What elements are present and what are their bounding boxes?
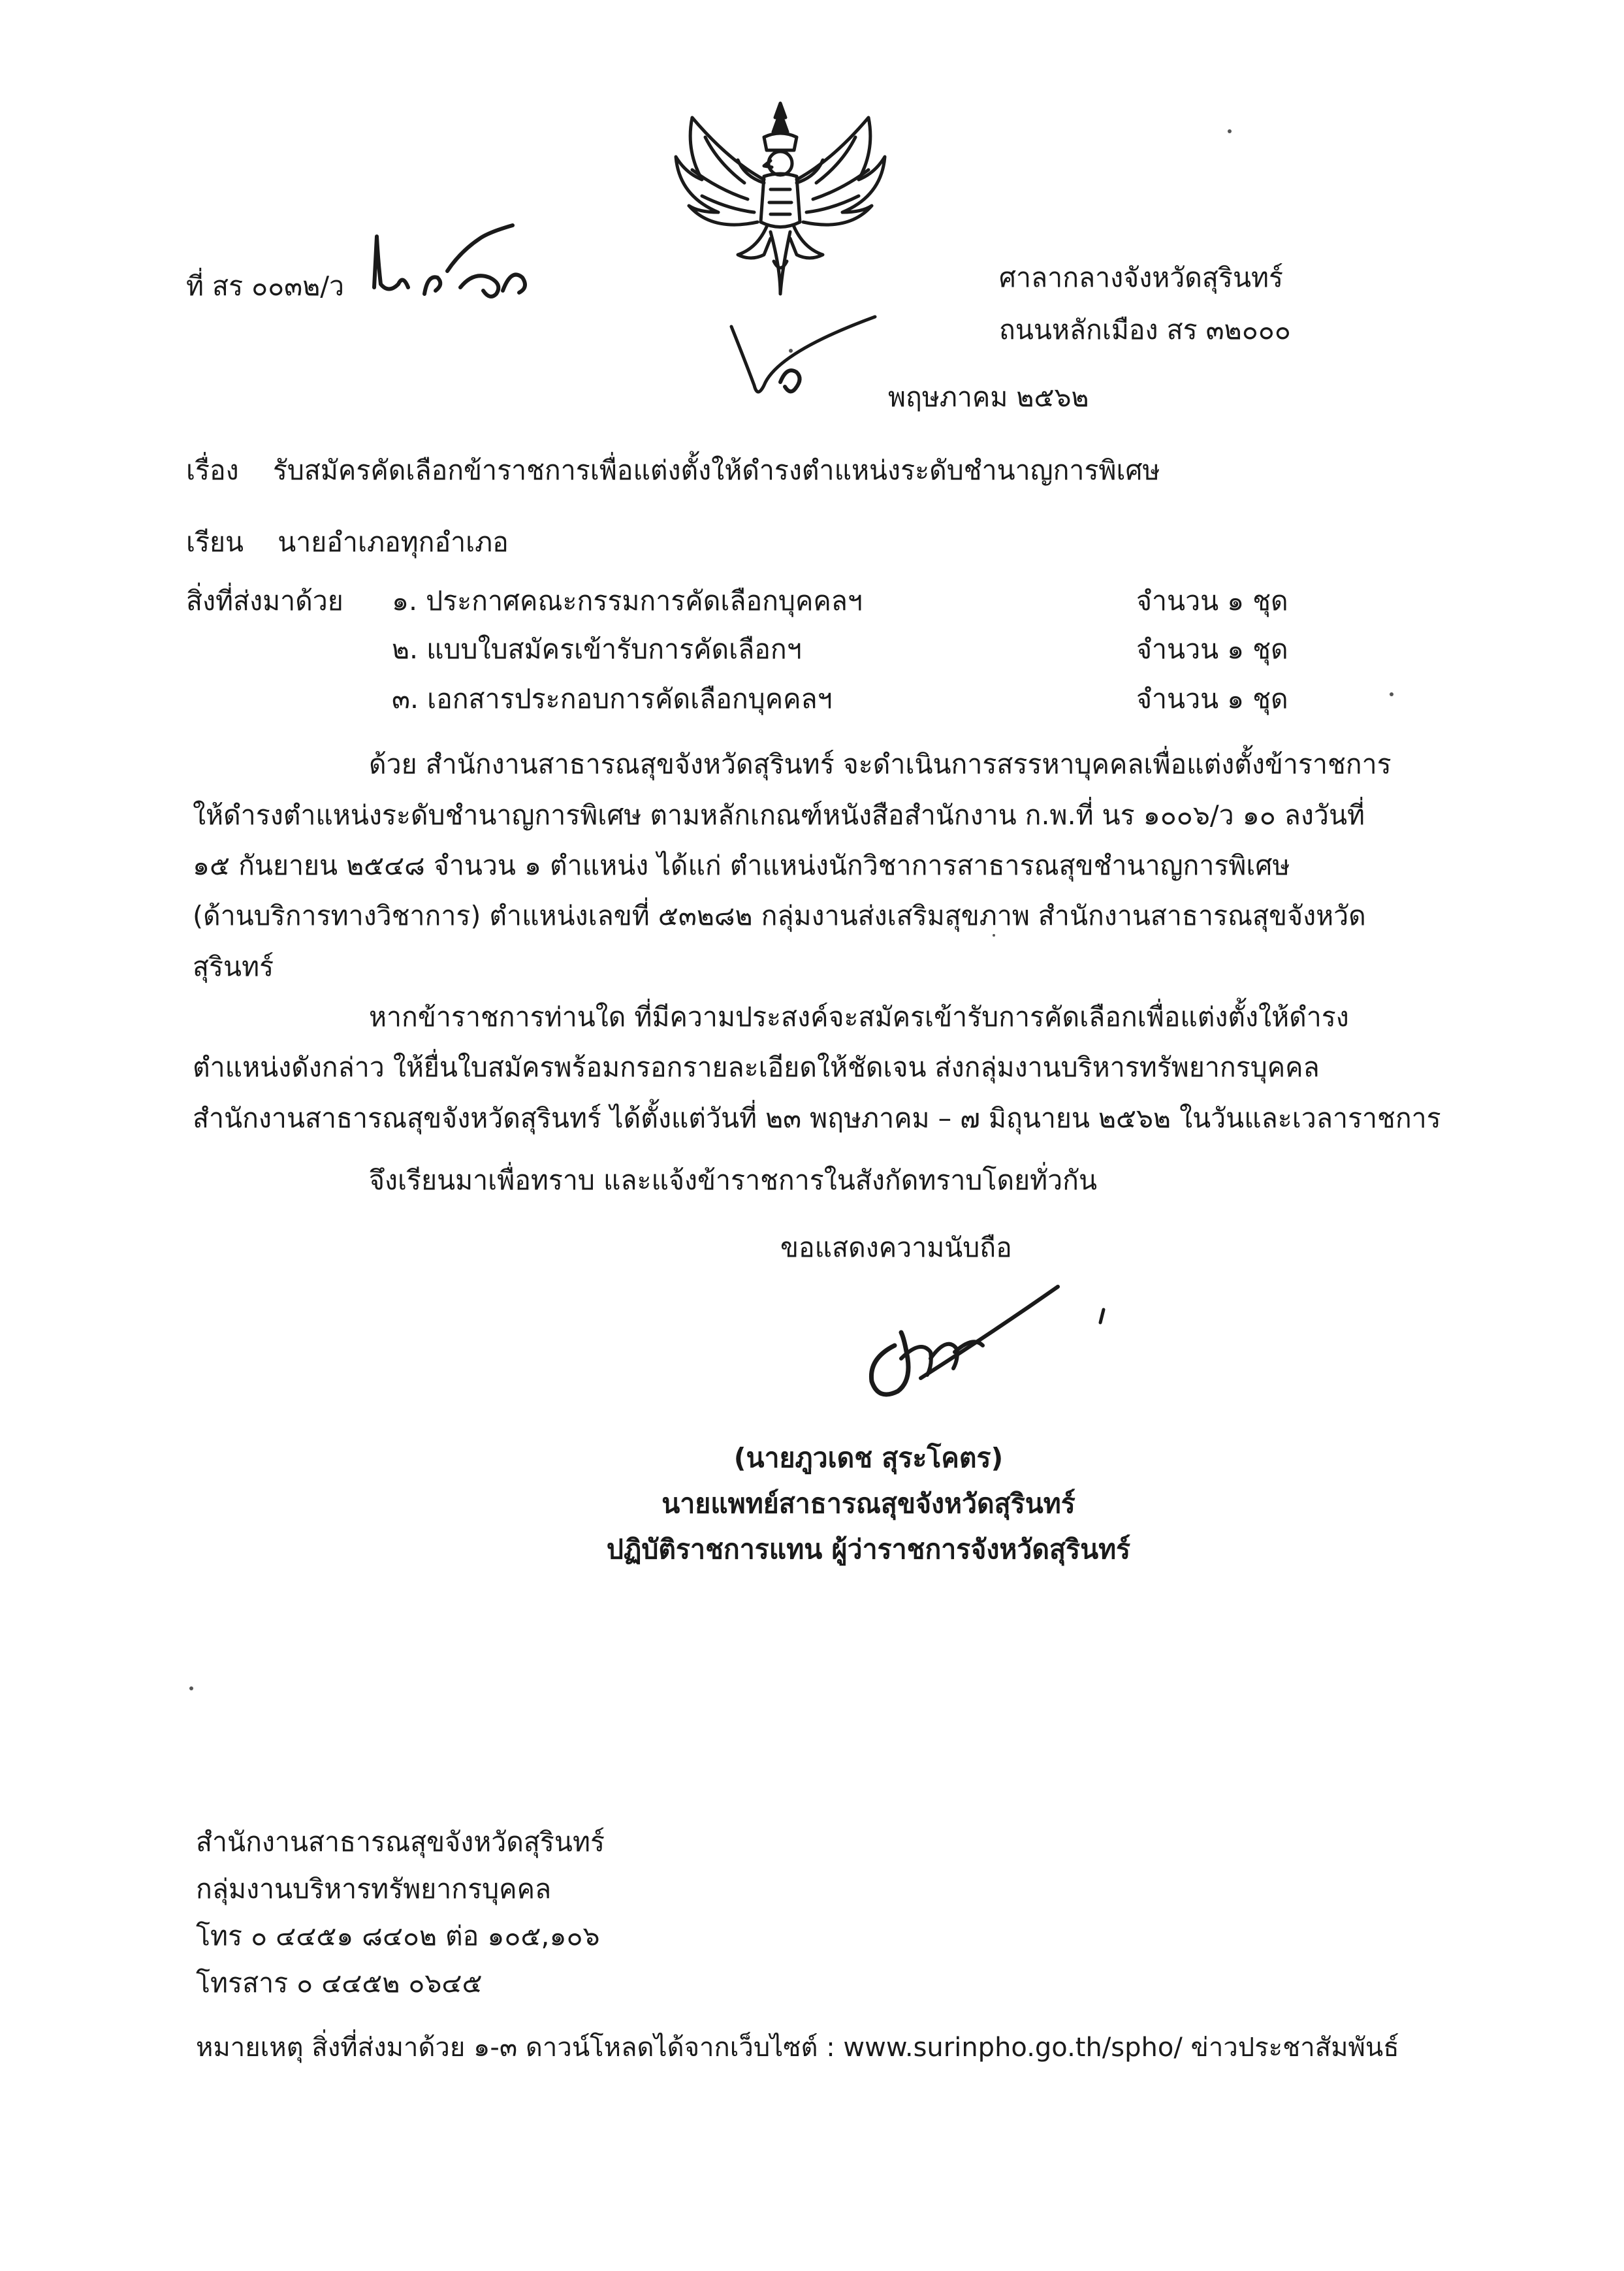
recipient-text: นายอำเภอทุกอำเภอ [278, 526, 509, 558]
reference-number [186, 266, 344, 306]
enclosure-item-3: ๓. เอกสารประกอบการคัดเลือกบุคคลฯ [392, 683, 833, 715]
reference-prefix: ที่ สร ๐๐๓๒/ว [186, 270, 345, 302]
enclosure-item-1: ๑. ประกาศคณะกรรมการคัดเลือกบุคคลฯ [392, 585, 863, 617]
scan-speck [189, 1686, 193, 1690]
enclosure-item-2: ๒. แบบใบสมัครเข้ารับการคัดเลือกฯ [392, 634, 802, 665]
body-paragraph-1-line-4: (ด้านบริการทางวิชาการ) ตำแหน่งเลขที่ ๕๓๒๘๒ กลุ่มงานส่งเสริมสุขภาพ สำนักงานสาธารณสุขจังหวัด [193, 900, 1366, 931]
body-paragraph-2-line-3: สำนักงานสาธารณสุขจังหวัดสุรินทร์ ได้ตั้งแต่วันที่ ๒๓ พฤษภาคม – ๗ มิถุนายน ๒๕๖๒ ในวันและเวลาราชการ [193, 1103, 1441, 1134]
body-paragraph-1-line-5: สุรินทร์ [193, 951, 274, 982]
scan-speck [789, 349, 793, 353]
handwritten-date-day [725, 314, 888, 411]
body-paragraph-2-line-1: หากข้าราชการท่านใด ที่มีความประสงค์จะสมัครเข้ารับการคัดเลือกเพื่อแต่งตั้งให้ดำรง [369, 1001, 1349, 1033]
enclosure-qty-3: จำนวน ๑ ชุด [1136, 683, 1288, 715]
document-date: พฤษภาคม ๒๕๖๒ [888, 381, 1089, 413]
signatory-acting: ปฏิบัติราชการแทน ผู้ว่าราชการจังหวัดสุรินทร์ [606, 1534, 1131, 1565]
scan-speck [1390, 692, 1393, 696]
garuda-emblem-icon [666, 98, 895, 300]
footer-fax: โทรสาร ๐ ๔๔๕๒ ๐๖๔๕ [196, 1967, 483, 1999]
body-paragraph-1-line-1: ด้วย สำนักงานสาธารณสุขจังหวัดสุรินทร์ จะดำเนินการสรรหาบุคคลเพื่อแต่งตั้งข้าราชการ [369, 749, 1392, 780]
recipient-line [186, 523, 509, 562]
scan-speck [1228, 129, 1232, 133]
signature [849, 1261, 1123, 1411]
recipient-label: เรียน [186, 526, 244, 558]
signatory-name: (นายภูวเดช สุระโคตร) [733, 1442, 1004, 1474]
footer-division: กลุ่มงานบริหารทรัพยากรบุคคล [196, 1873, 552, 1905]
body-paragraph-1-line-3: ๑๕ กันยายน ๒๕๔๘ จำนวน ๑ ตำแหน่ง ได้แก่ ตำแหน่งนักวิชาการสาธารณสุขชำนาญการพิเศษ [193, 850, 1290, 881]
footer-phone: โทร ๐ ๔๔๕๑ ๘๔๐๒ ต่อ ๑๐๕,๑๐๖ [196, 1920, 600, 1952]
subject-text: รับสมัครคัดเลือกข้าราชการเพื่อแต่งตั้งให้ดำรงตำแหน่งระดับชำนาญการพิเศษ [272, 455, 1160, 486]
scan-speck [993, 934, 995, 937]
enclosure-qty-1: จำนวน ๑ ชุด [1136, 585, 1288, 617]
subject-label: เรื่อง [186, 455, 239, 486]
handwritten-reference-number [362, 222, 532, 307]
body-paragraph-2-line-2: ตำแหน่งดังกล่าว ให้ยื่นใบสมัครพร้อมกรอกรายละเอียดให้ชัดเจน ส่งกลุ่มงานบริหารทรัพยากรบุคคล [193, 1052, 1320, 1083]
enclosure-qty-2: จำนวน ๑ ชุด [1136, 634, 1288, 665]
closing-phrase: ขอแสดงความนับถือ [780, 1232, 1012, 1263]
body-paragraph-3: จึงเรียนมาเพื่อทราบ และแจ้งข้าราชการในสังกัดทราบโดยทั่วกัน [369, 1165, 1098, 1196]
signatory-position: นายแพทย์สาธารณสุขจังหวัดสุรินทร์ [661, 1488, 1075, 1519]
footer-note: หมายเหตุ สิ่งที่ส่งมาด้วย ๑-๓ ดาวน์โหลดได้จากเว็บไซต์ : www.surinpho.go.th/spho/ ข่าวประชาสัมพันธ์ [196, 2033, 1399, 2063]
enclosures-label: สิ่งที่ส่งมาด้วย [186, 585, 343, 617]
subject-line [186, 451, 1160, 490]
organization-address: ถนนหลักเมือง สร ๓๒๐๐๐ [999, 314, 1291, 346]
organization-name: ศาลากลางจังหวัดสุรินทร์ [999, 262, 1284, 293]
body-paragraph-1-line-2: ให้ดำรงตำแหน่งระดับชำนาญการพิเศษ ตามหลักเกณฑ์หนังสือสำนักงาน ก.พ.ที่ นร ๑๐๐๖/ว ๑๐ ลงวันที่ [193, 799, 1365, 831]
footer-office: สำนักงานสาธารณสุขจังหวัดสุรินทร์ [196, 1826, 605, 1858]
